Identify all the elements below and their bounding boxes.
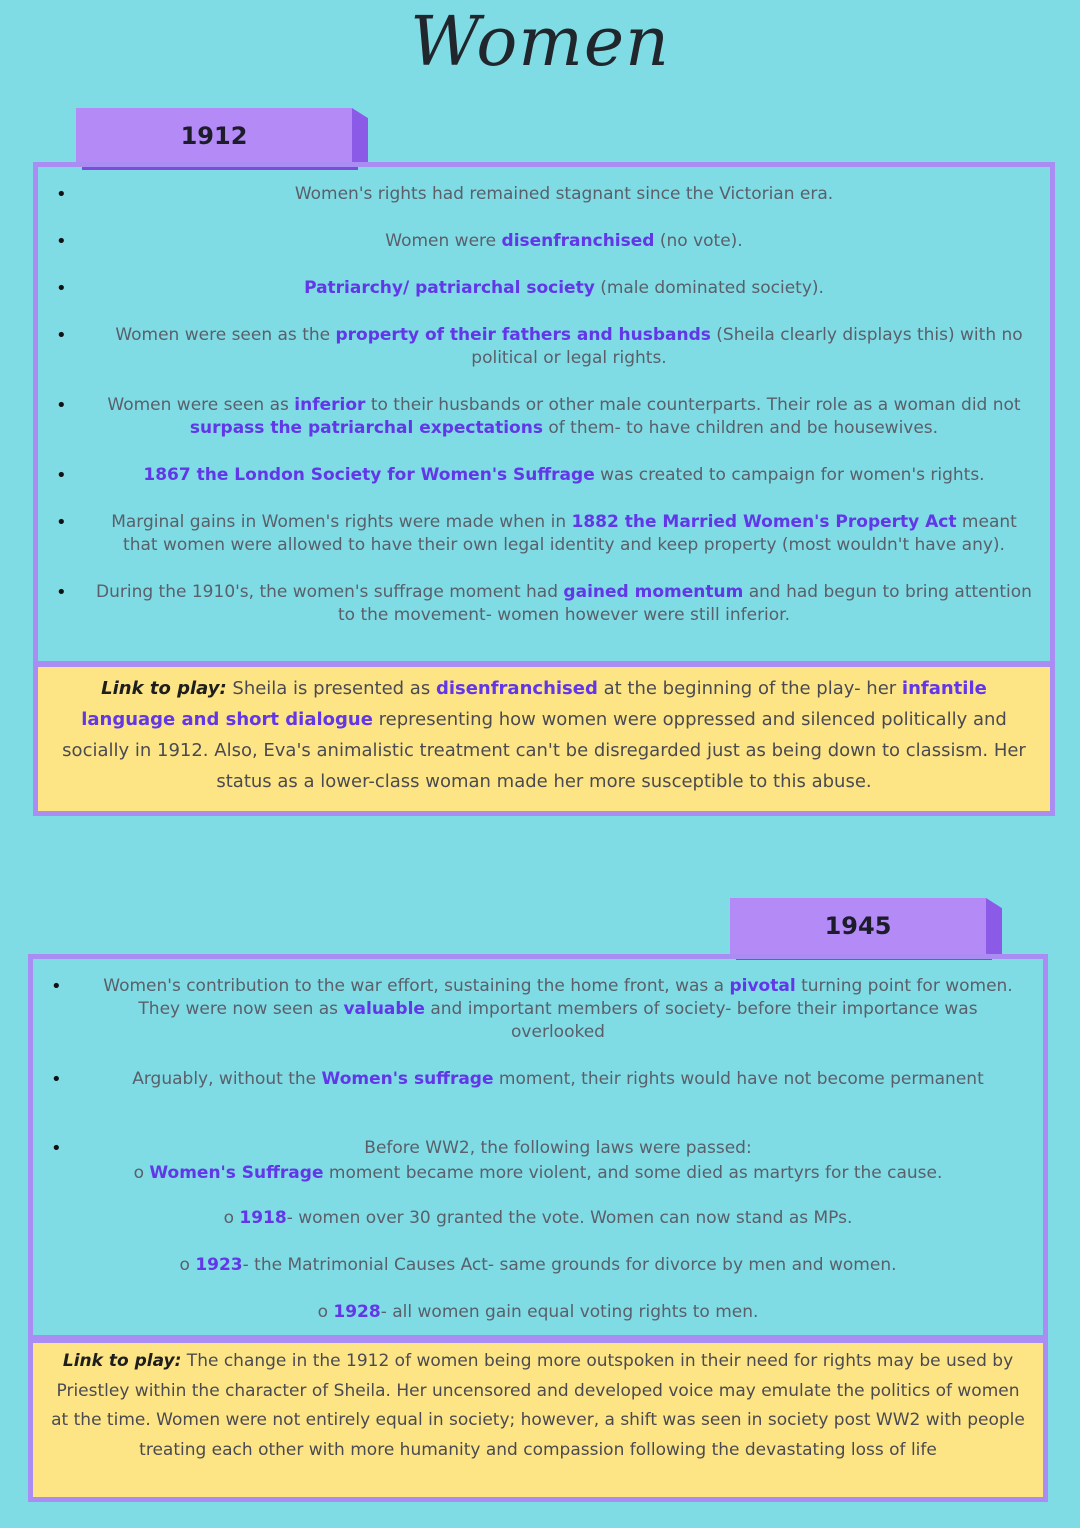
list-item: • Women's contribution to the war effort, sustaining the home front, was a pivotal turning point for women. They were now seen as valuable and important members of society- before their importance was overlooked [51,976,1013,1042]
sub-item: o 1923- the Matrimonial Causes Act- same grounds for divorce by men and women. [179,1255,897,1275]
link-to-play-1945: Link to play: The change in the 1912 of women being more outspoken in their need for rights may be used by Priestley within the character of Sheila. Her uncensored and developed voice may emulate the politics of women at the time. Women were not entirely equal in society; however, a shift was seen in society post WW2 with people treating each other with more humanity and compassion following the devastating loss of life [28,1338,1048,1502]
year-label: 1945 [824,912,892,940]
list-item: • Women were seen as the property of their fathers and husbands (Sheila clearly displays this) with no political or legal rights. [56,325,1023,368]
panel-1912 [33,162,1055,666]
link-to-play-1912: Link to play: Sheila is presented as disenfranchised at the beginning of the play- her infantile language and short dialogue representing how women were oppressed and silenced politically and socially in 1912. Also, Eva's animalistic treatment can't be disregarded just as being down to classism. Her status as a lower-class woman made her more susceptible to this abuse. [33,662,1055,816]
list-item: • Women were seen as inferior to their husbands or other male counterparts. Their role as a woman did not surpass the patriarchal expectations of them- to have children and be housewives. [56,395,1021,438]
bullet-list-1912 [38,167,1050,627]
sub-item: o 1928- all women gain equal voting rights to men. [317,1302,759,1322]
panel-1945 [28,954,1048,1340]
list-item: • During the 1910's, the women's suffrage moment had gained momentum and had begun to bring attention to the movement- women however were still inferior. [56,582,1032,625]
list-item: • Women were disenfranchised (no vote). [56,231,743,252]
year-tab-1912 [76,108,352,164]
sub-item: o 1918- women over 30 granted the vote. Women can now stand as MPs. [223,1208,853,1228]
list-item: • Before WW2, the following laws were passed: [51,1138,752,1159]
year-label: 1912 [180,122,248,150]
list-item: • Women's rights had remained stagnant since the Victorian era. [56,184,834,205]
list-item: • Patriarchy/ patriarchal society (male dominated society). [56,278,824,299]
sub-item: o Women's Suffrage moment became more violent, and some died as martyrs for the cause. [133,1163,943,1183]
bullet-list-1945 [33,959,1043,1160]
year-tab-1945 [730,898,986,954]
list-item: • Marginal gains in Women's rights were made when in 1882 the Married Women's Property Act meant that women were allowed to have their own legal identity and keep property (most wouldn't have any). [56,512,1017,555]
list-item: • 1867 the London Society for Women's Suffrage was created to campaign for women's rights. [56,465,985,486]
page-title: Women [410,3,670,82]
list-item: • Arguably, without the Women's suffrage moment, their rights would have not become permanent [51,1069,984,1090]
